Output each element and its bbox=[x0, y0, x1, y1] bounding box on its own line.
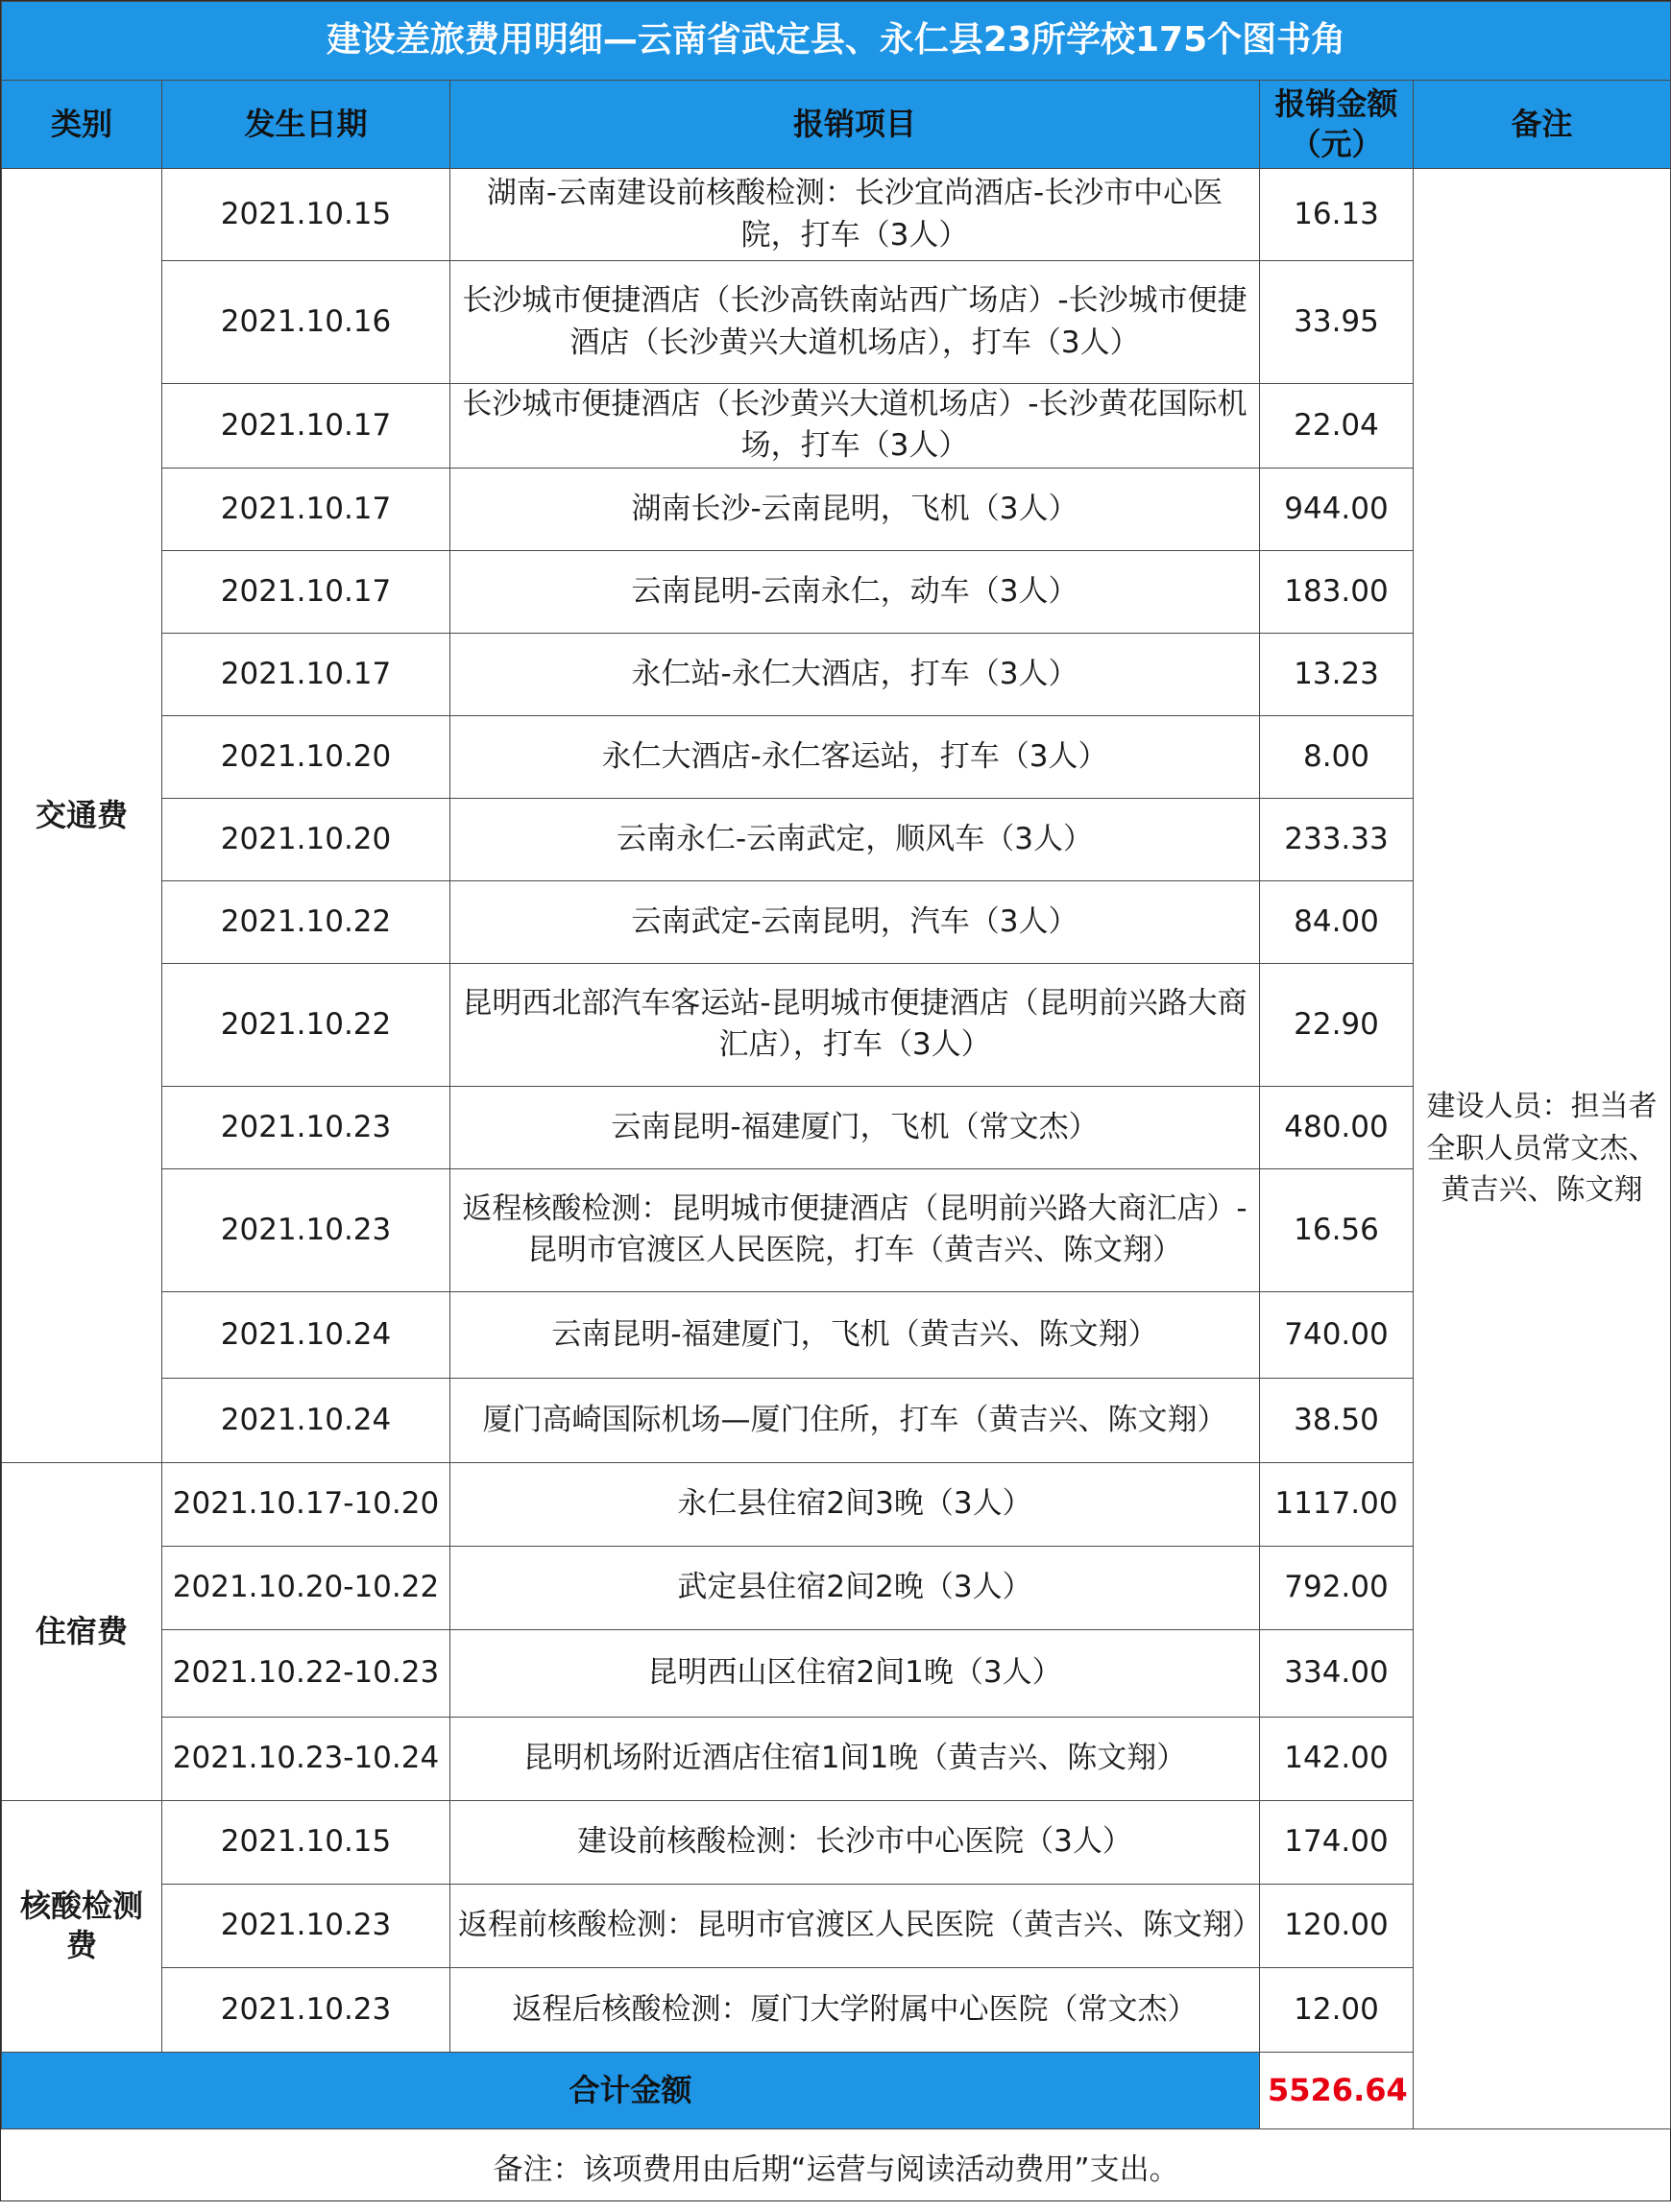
date-cell: 2021.10.23 bbox=[162, 1884, 450, 1967]
total-label: 合计金额 bbox=[2, 2052, 1260, 2128]
item-cell: 返程后核酸检测：厦门大学附属中心医院（常文杰） bbox=[450, 1967, 1260, 2052]
date-cell: 2021.10.17 bbox=[162, 633, 450, 715]
category-cell bbox=[2, 169, 162, 1463]
amount-cell: 33.95 bbox=[1260, 261, 1414, 384]
item-cell: 永仁县住宿2间3晚（3人） bbox=[450, 1462, 1260, 1546]
footer-note-row bbox=[2, 2128, 1671, 2212]
item-cell: 返程核酸检测：昆明城市便捷酒店（昆明前兴路大商汇店）-昆明市官渡区人民医院，打车（黄吉兴、陈文翔） bbox=[450, 1168, 1260, 1291]
date-cell: 2021.10.17 bbox=[162, 550, 450, 633]
amount-cell: 183.00 bbox=[1260, 550, 1414, 633]
date-cell: 2021.10.23 bbox=[162, 1967, 450, 2052]
amount-cell: 120.00 bbox=[1260, 1884, 1414, 1967]
total-value: 5526.64 bbox=[1260, 2052, 1414, 2128]
item-cell: 长沙城市便捷酒店（长沙黄兴大道机场店）-长沙黄花国际机场，打车（3人） bbox=[450, 384, 1260, 469]
date-cell: 2021.10.17 bbox=[162, 384, 450, 469]
header-amount bbox=[1260, 81, 1414, 169]
amount-cell: 22.04 bbox=[1260, 384, 1414, 469]
date-cell: 2021.10.17-10.20 bbox=[162, 1462, 450, 1546]
amount-cell: 16.56 bbox=[1260, 1168, 1414, 1291]
item-cell: 昆明西山区住宿2间1晚（3人） bbox=[450, 1629, 1260, 1717]
date-cell: 2021.10.24 bbox=[162, 1378, 450, 1462]
date-cell: 2021.10.23 bbox=[162, 1086, 450, 1168]
date-cell: 2021.10.23 bbox=[162, 1168, 450, 1291]
item-cell: 昆明西北部汽车客运站-昆明城市便捷酒店（昆明前兴路大商汇店），打车（3人） bbox=[450, 963, 1260, 1086]
amount-cell: 22.90 bbox=[1260, 963, 1414, 1086]
header-item: 报销项目 bbox=[450, 81, 1260, 169]
amount-cell: 142.00 bbox=[1260, 1717, 1414, 1800]
date-cell: 2021.10.16 bbox=[162, 261, 450, 384]
header-category: 类别 bbox=[2, 81, 162, 169]
category-label: 交通费 bbox=[35, 796, 128, 833]
footer-note: 备注：该项费用由后期“运营与阅读活动费用”支出。 bbox=[2, 2128, 1671, 2212]
table-row bbox=[2, 169, 1671, 261]
date-cell: 2021.10.20 bbox=[162, 798, 450, 880]
header-row bbox=[2, 81, 1671, 169]
item-cell: 永仁大酒店-永仁客运站，打车（3人） bbox=[450, 715, 1260, 798]
item-cell: 厦门高崎国际机场—厦门住所，打车（黄吉兴、陈文翔） bbox=[450, 1378, 1260, 1462]
category-cell bbox=[2, 1800, 162, 2052]
table-title: 建设差旅费用明细—云南省武定县、永仁县23所学校175个图书角 bbox=[2, 2, 1671, 81]
item-cell: 湖南长沙-云南昆明，飞机（3人） bbox=[450, 468, 1260, 550]
item-cell: 云南昆明-福建厦门，飞机（黄吉兴、陈文翔） bbox=[450, 1291, 1260, 1378]
amount-cell: 1117.00 bbox=[1260, 1462, 1414, 1546]
amount-cell: 944.00 bbox=[1260, 468, 1414, 550]
amount-cell: 12.00 bbox=[1260, 1967, 1414, 2052]
date-cell: 2021.10.17 bbox=[162, 468, 450, 550]
amount-cell: 334.00 bbox=[1260, 1629, 1414, 1717]
amount-cell: 480.00 bbox=[1260, 1086, 1414, 1168]
item-cell: 云南武定-云南昆明，汽车（3人） bbox=[450, 880, 1260, 963]
date-cell: 2021.10.24 bbox=[162, 1291, 450, 1378]
item-cell: 武定县住宿2间2晚（3人） bbox=[450, 1546, 1260, 1629]
item-cell: 永仁站-永仁大酒店，打车（3人） bbox=[450, 633, 1260, 715]
remark-cell: 建设人员：担当者全职人员常文杰、黄吉兴、陈文翔 bbox=[1414, 169, 1671, 2129]
date-cell: 2021.10.20-10.22 bbox=[162, 1546, 450, 1629]
date-cell: 2021.10.20 bbox=[162, 715, 450, 798]
header-amount-line2: （元） bbox=[1290, 125, 1383, 162]
category-cell bbox=[2, 1462, 162, 1800]
date-cell: 2021.10.22 bbox=[162, 880, 450, 963]
date-cell: 2021.10.15 bbox=[162, 1800, 450, 1884]
header-date: 发生日期 bbox=[162, 81, 450, 169]
item-cell: 云南昆明-福建厦门，飞机（常文杰） bbox=[450, 1086, 1260, 1168]
amount-cell: 233.33 bbox=[1260, 798, 1414, 880]
item-cell: 长沙城市便捷酒店（长沙高铁南站西广场店）-长沙城市便捷酒店（长沙黄兴大道机场店），打车（3人） bbox=[450, 261, 1260, 384]
amount-cell: 16.13 bbox=[1260, 169, 1414, 261]
item-cell: 云南昆明-云南永仁，动车（3人） bbox=[450, 550, 1260, 633]
header-remark: 备注 bbox=[1414, 81, 1671, 169]
category-label: 住宿费 bbox=[35, 1612, 128, 1649]
item-cell: 返程前核酸检测：昆明市官渡区人民医院（黄吉兴、陈文翔） bbox=[450, 1884, 1260, 1967]
amount-cell: 174.00 bbox=[1260, 1800, 1414, 1884]
date-cell: 2021.10.23-10.24 bbox=[162, 1717, 450, 1800]
amount-cell: 13.23 bbox=[1260, 633, 1414, 715]
item-cell: 云南永仁-云南武定，顺风车（3人） bbox=[450, 798, 1260, 880]
amount-cell: 38.50 bbox=[1260, 1378, 1414, 1462]
date-cell: 2021.10.22 bbox=[162, 963, 450, 1086]
header-amount-line1: 报销金额 bbox=[1274, 84, 1398, 122]
item-cell: 昆明机场附近酒店住宿1间1晚（黄吉兴、陈文翔） bbox=[450, 1717, 1260, 1800]
title-row bbox=[2, 2, 1671, 81]
item-cell: 建设前核酸检测：长沙市中心医院（3人） bbox=[450, 1800, 1260, 1884]
amount-cell: 84.00 bbox=[1260, 880, 1414, 963]
date-cell: 2021.10.22-10.23 bbox=[162, 1629, 450, 1717]
amount-cell: 8.00 bbox=[1260, 715, 1414, 798]
expense-table bbox=[1, 1, 1671, 2212]
date-cell: 2021.10.15 bbox=[162, 169, 450, 261]
category-label: 核酸检测费 bbox=[19, 1887, 143, 1964]
item-cell: 湖南-云南建设前核酸检测：长沙宜尚酒店-长沙市中心医院，打车（3人） bbox=[450, 169, 1260, 261]
amount-cell: 792.00 bbox=[1260, 1546, 1414, 1629]
amount-cell: 740.00 bbox=[1260, 1291, 1414, 1378]
